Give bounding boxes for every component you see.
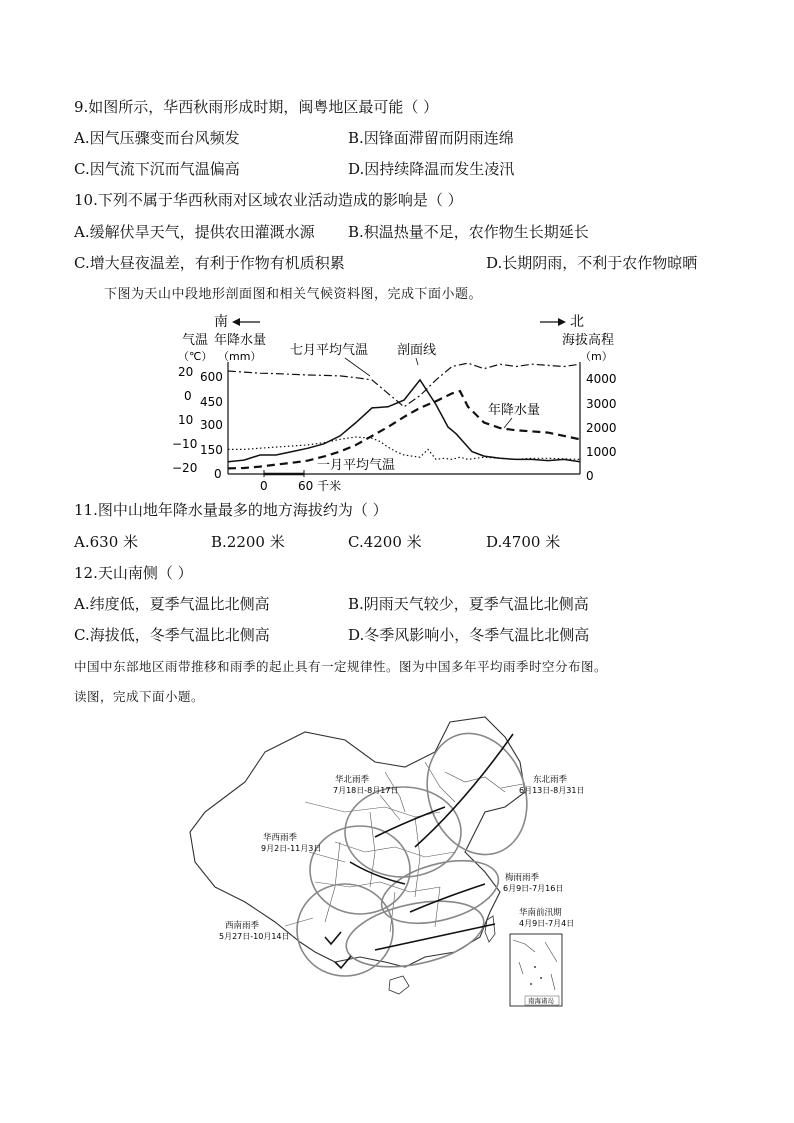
precip-tick: 300	[200, 418, 223, 432]
north-season-name: 华北雨季	[335, 775, 370, 785]
july-temp-leader	[345, 358, 370, 376]
q10-option-c: C.增大昼夜温差，有利于作物有机质积累	[74, 254, 345, 272]
elev-tick: 1000	[586, 445, 617, 459]
temp-tick: 0	[184, 389, 192, 403]
temp-tick: 20	[178, 365, 194, 379]
q12-stem: 12.天山南侧（ ）	[74, 564, 193, 582]
precip-tick: 600	[200, 370, 223, 384]
q9-option-a: A.因气压骤变而台风频发	[74, 129, 240, 147]
meiyu-season-name: 梅雨雨季	[505, 873, 540, 883]
west-season-dates: 9月2日-11月3日	[261, 844, 322, 853]
q9-option-c: C.因气流下沉而气温偏高	[74, 160, 240, 178]
q12-option-b: B.阴雨天气较少，夏季气温比北侧高	[348, 595, 589, 613]
south-season-name: 华南前汛期	[519, 908, 562, 918]
q9-stem: 9.如图所示，华西秋雨形成时期，闽粤地区最可能（ ）	[74, 98, 439, 116]
south-arrowhead	[232, 318, 240, 326]
elev-tick: 2000	[586, 421, 617, 435]
elev-axis-unit: （m）	[580, 350, 613, 363]
meiyu-season-dates: 6月9日-7月16日	[503, 884, 564, 893]
q10-option-d: D.长期阴雨，不利于农作物晾晒	[486, 254, 698, 272]
q10-option-a: A.缓解伏旱天气，提供农田灌溉水源	[74, 223, 315, 241]
southwest-season-dates: 5月27日-10月14日	[219, 932, 290, 941]
inset-islands	[530, 983, 532, 985]
jan-temp-line	[228, 437, 580, 459]
july-temp-label: 七月平均气温	[290, 343, 369, 358]
temp-axis-unit: （℃）	[178, 350, 213, 363]
profile-line	[228, 380, 580, 462]
temp-tick: −20	[172, 461, 198, 475]
tianshan-profile-chart	[160, 310, 630, 495]
q11-option-d: D.4700 米	[486, 533, 561, 551]
map-intro-line1: 中国中东部地区雨带推移和雨季的起止具有一定规律性。图为中国多年平均雨季时空分布图。	[74, 659, 608, 674]
q11-option-a: A.630 米	[74, 533, 138, 551]
q12-option-a: A.纬度低，夏季气温比北侧高	[74, 595, 270, 613]
profile-label: 剖面线	[397, 343, 437, 358]
elev-axis-title: 海拔高程	[562, 333, 615, 348]
q9-option-b: B.因锋面滞留而阴雨连绵	[348, 129, 514, 147]
map-intro-line2: 读图，完成下面小题。	[74, 689, 205, 704]
inset-islands	[534, 966, 536, 968]
chart-intro: 下图为天山中段地形剖面图和相关气候资料图，完成下面小题。	[104, 287, 483, 302]
rain-season-map	[185, 712, 625, 1012]
q11-option-c: C.4200 米	[348, 533, 422, 551]
temp-tick: −10	[172, 437, 198, 451]
elev-tick: 4000	[586, 372, 617, 386]
q10-option-b: B.积温热量不足，农作物生长期延长	[348, 223, 589, 241]
elev-tick: 3000	[586, 397, 617, 411]
south-season-dates: 4月9日-7月4日	[519, 919, 575, 928]
q12-option-d: D.冬季风影响小，冬季气温比北侧高	[348, 626, 590, 644]
q9-option-d: D.因持续降温而发生凌汛	[348, 160, 515, 178]
q11-option-b: B.2200 米	[211, 533, 285, 551]
precip-tick: 150	[200, 443, 223, 457]
scale-label-60: 60 千米	[298, 479, 342, 493]
inset-label: 南海诸岛	[528, 997, 554, 1005]
precip-tick: 0	[214, 467, 222, 481]
inset-islands	[540, 977, 542, 979]
temp-tick: 10	[178, 413, 194, 427]
q12-option-c: C.海拔低，冬季气温比北侧高	[74, 626, 270, 644]
precip-leader	[504, 418, 512, 428]
precip-label: 年降水量	[488, 403, 541, 418]
northeast-season-name: 东北雨季	[533, 775, 568, 785]
elev-tick: 0	[586, 469, 594, 483]
north-arrowhead	[558, 318, 566, 326]
hainan-island	[389, 976, 409, 994]
north-season-dates: 7月18日-8月17日	[333, 786, 399, 795]
north-label: 北	[570, 314, 584, 330]
south-label: 南	[214, 314, 228, 330]
q11-stem: 11.图中山地年降水量最多的地方海拔约为（ ）	[74, 501, 388, 519]
south-sea-inset	[510, 934, 562, 1006]
jan-temp-label: 一月平均气温	[317, 458, 396, 473]
q10-stem: 10.下列不属于华西秋雨对区域农业活动造成的影响是（ ）	[74, 191, 463, 209]
west-season-name: 华西雨季	[263, 833, 298, 843]
profile-leader	[416, 358, 418, 365]
temp-axis-title: 气温	[182, 333, 209, 348]
precip-axis-title: 年降水量	[214, 333, 267, 348]
precip-axis-unit: （mm）	[218, 350, 262, 363]
scale-label-0: 0	[260, 479, 268, 493]
southwest-season-name: 西南雨季	[225, 921, 260, 931]
precip-tick: 450	[200, 395, 223, 409]
northeast-season-dates: 6月13日-8月31日	[519, 786, 585, 795]
